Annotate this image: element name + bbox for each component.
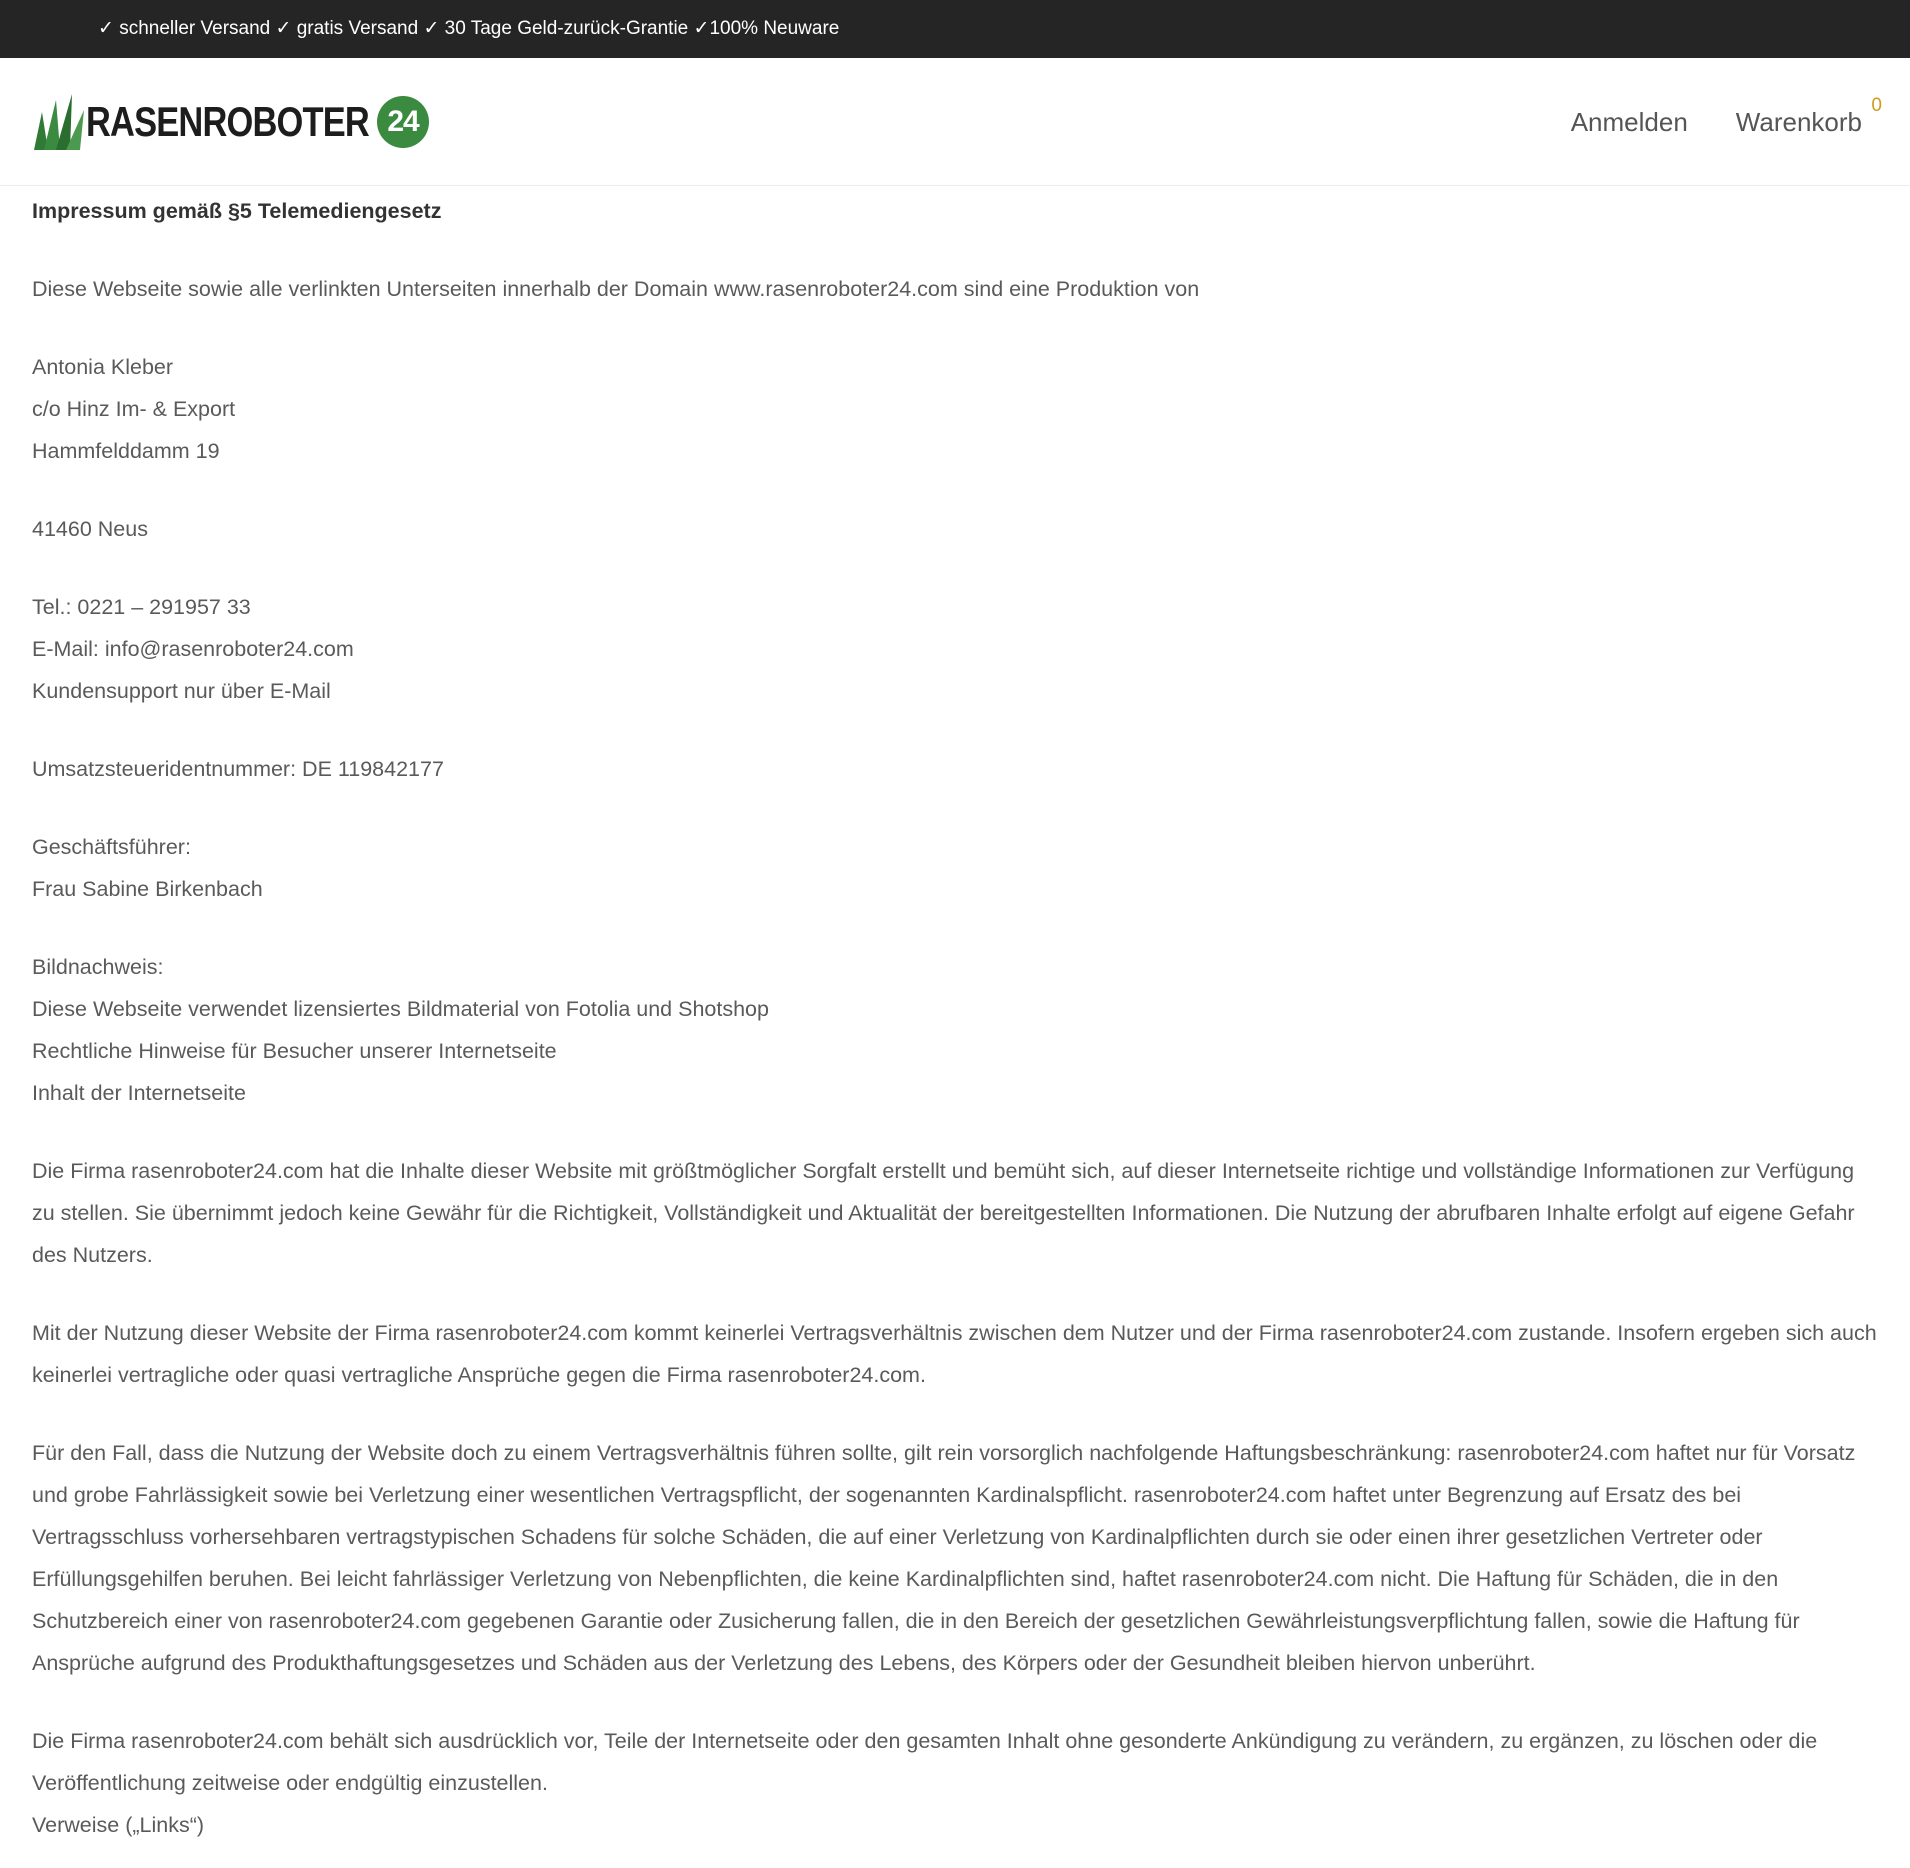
imprint-content: [0, 190, 1910, 1846]
vat-number: Umsatzsteueridentnummer: DE 119842177: [32, 757, 444, 781]
page-title: Impressum gemäß §5 Telemediengesetz: [32, 199, 442, 223]
contact-support-note: Kundensupport nur über E-Mail: [32, 679, 331, 703]
paragraph-no-contract: Mit der Nutzung dieser Website der Firma rasenroboter24.com kommt keinerlei Vertragsverhältnis zwischen dem Nutzer und der Firma rasenroboter24.com zustande. Insofern ergeben sich auch keinerlei vertragliche oder quasi vertragliche Ansprüche gegen die Firma rasenroboter24.com.: [32, 1321, 1877, 1387]
site-logo[interactable]: [32, 92, 429, 152]
promo-text: ✓ schneller Versand ✓ gratis Versand ✓ 30 Tage Geld-zurück-Grantie ✓100% Neuware: [98, 18, 840, 39]
promo-bar: [0, 0, 1910, 58]
legal-notice-heading: Rechtliche Hinweise für Besucher unserer Internetseite: [32, 1039, 557, 1063]
manager-name: Frau Sabine Birkenbach: [32, 877, 263, 901]
cart-link[interactable]: [1735, 94, 1882, 138]
logo-badge: 24: [377, 96, 429, 148]
credits-text: Diese Webseite verwendet lizensiertes Bildmaterial von Fotolia und Shotshop: [32, 997, 769, 1021]
address-city: 41460 Neus: [32, 517, 148, 541]
manager-label: Geschäftsführer:: [32, 835, 191, 859]
paragraph-accuracy: Die Firma rasenroboter24.com hat die Inhalte dieser Website mit größtmöglicher Sorgfalt erstellt und bemüht sich, auf dieser Internetseite richtige und vollständige Informationen zur Verfügung zu stellen. Sie übernimmt jedoch keine Gewähr für die Richtigkeit, Vollständigkeit und Aktualität der bereitgestellten Informationen. Die Nutzung der abrufbaren Inhalte erfolgt auf eigene Gefahr des Nutzers.: [32, 1159, 1855, 1267]
contact-email: E-Mail: info@rasenroboter24.com: [32, 637, 354, 661]
credits-label: Bildnachweis:: [32, 955, 164, 979]
address-line: c/o Hinz Im- & Export: [32, 397, 236, 421]
login-link[interactable]: Anmelden: [1570, 106, 1688, 137]
grass-logo-icon: [32, 92, 88, 152]
paragraph-changes: Die Firma rasenroboter24.com behält sich ausdrücklich vor, Teile der Internetseite oder den gesamten Inhalt ohne gesonderte Ankündigung zu verändern, zu ergänzen, zu löschen oder die Veröffentlichung zeitweise oder endgültig einzustellen.: [32, 1729, 1818, 1795]
site-header: [0, 58, 1910, 186]
contact-phone: Tel.: 0221 – 291957 33: [32, 595, 251, 619]
paragraph-liability: Für den Fall, dass die Nutzung der Website doch zu einem Vertragsverhältnis führen sollte, gilt rein vorsorglich nachfolgende Haftungsbeschränkung: rasenroboter24.com haftet nur für Vorsatz und grobe Fahrlässigkeit sowie bei Verletzung einer wesentlichen Vertragspflicht, der sogenannten Kardinalspflicht. rasenroboter24.com haftet unter Begrenzung auf Ersatz des bei Vertragsschluss vorhersehbaren vertragstypischen Schadens für solche Schäden, die auf einer Verletzung von Kardinalpflichten durch sie oder einen ihrer gesetzlichen Vertreter oder Erfüllungsgehilfen beruhen. Bei leicht fahrlässiger Verletzung von Nebenpflichten, die keine Kardinalpflichten sind, haftet rasenroboter24.com nicht. Die Haftung für Schäden, die in den Schutzbereich einer von rasenroboter24.com gegebenen Garantie oder Zusicherung fallen, die in den Bereich der gesetzlichen Gewährleistungsverpflichtung fallen, sowie die Haftung für Ansprüche aufgrund des Produkthaftungsgesetzes und Schäden aus der Verletzung des Lebens, des Körpers oder der Gesundheit bleiben hiervon unberührt.: [32, 1441, 1856, 1675]
cart-count-badge: 0: [1871, 94, 1882, 116]
address-line: Hammfelddamm 19: [32, 439, 220, 463]
links-heading: Verweise („Links“): [32, 1813, 205, 1837]
address-line: Antonia Kleber: [32, 355, 174, 379]
cart-label: Warenkorb: [1735, 106, 1862, 137]
main-nav: [1523, 58, 1882, 186]
content-heading: Inhalt der Internetseite: [32, 1081, 246, 1105]
intro-text: Diese Webseite sowie alle verlinkten Unterseiten innerhalb der Domain www.rasenroboter24.com sind eine Produktion von: [32, 277, 1200, 301]
logo-wordmark: RASENROBOTER: [86, 98, 369, 145]
